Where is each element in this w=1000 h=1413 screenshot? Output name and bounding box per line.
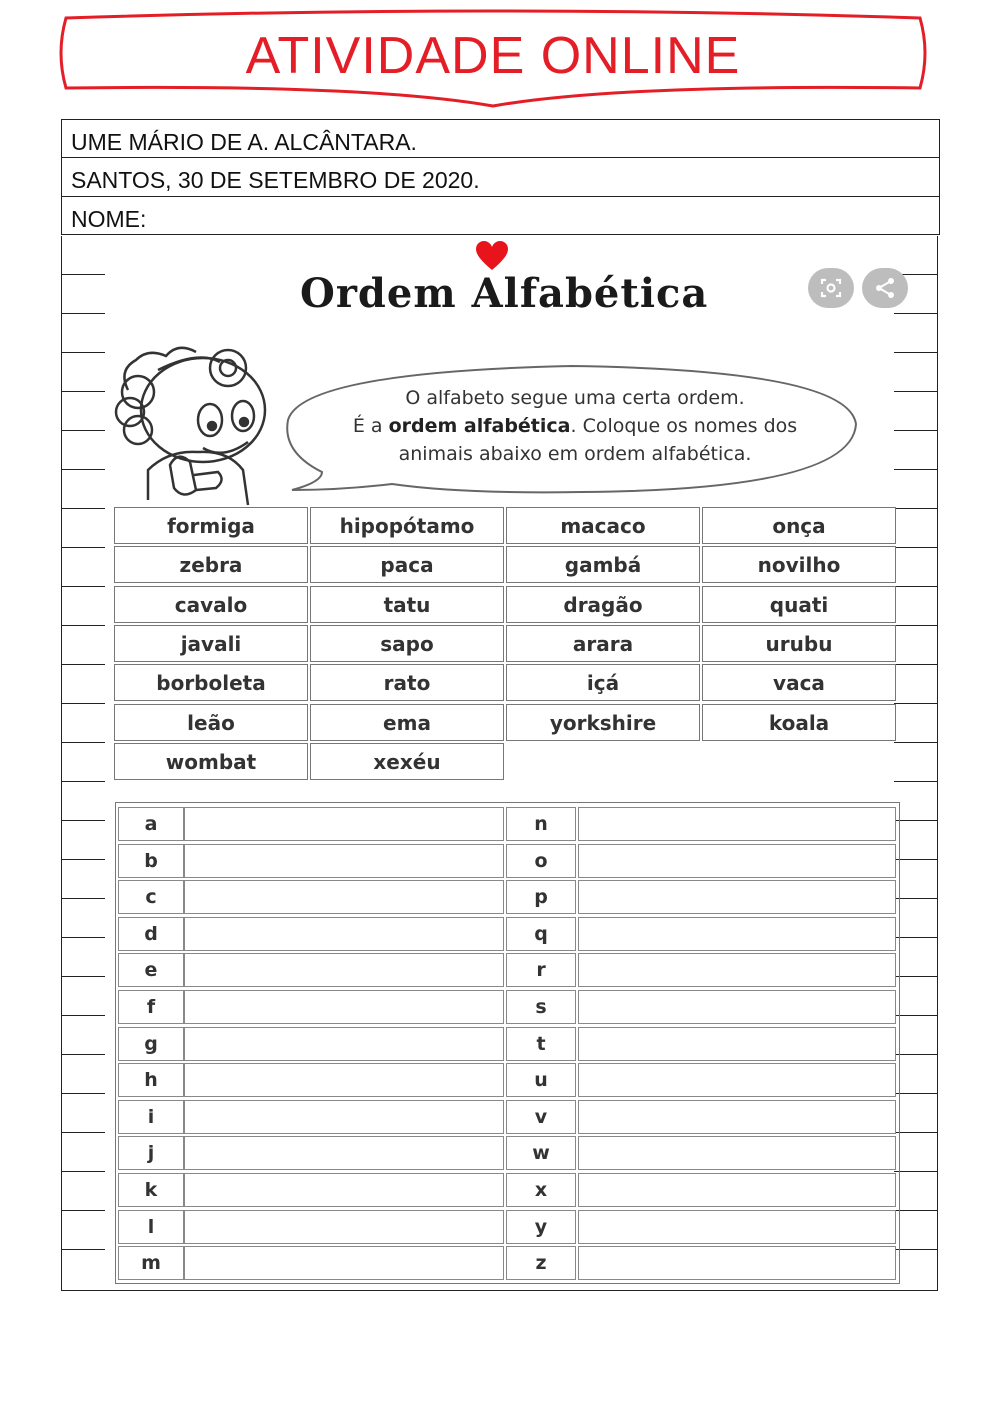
letter-row	[116, 1063, 899, 1100]
worksheet-title: Ordem Alfabética	[300, 270, 709, 317]
animal-cell: yorkshire	[506, 704, 700, 741]
letter-label: u	[506, 1063, 576, 1097]
margin-rule-line	[894, 898, 938, 899]
answer-field[interactable]	[578, 1210, 896, 1244]
margin-rule-line	[61, 1132, 105, 1133]
margin-rule-line	[894, 976, 938, 977]
animal-cell: javali	[114, 625, 308, 662]
doctor-illustration	[108, 330, 288, 510]
letter-label: v	[506, 1100, 576, 1134]
margin-rule-line	[894, 937, 938, 938]
answer-field[interactable]	[184, 880, 504, 914]
answer-field[interactable]	[184, 1173, 504, 1207]
letter-label: l	[118, 1210, 184, 1244]
animal-cell: formiga	[114, 507, 308, 544]
answer-field[interactable]	[578, 990, 896, 1024]
margin-rule-line	[61, 742, 105, 743]
animal-cell: sapo	[310, 625, 504, 662]
letter-label: t	[506, 1027, 576, 1061]
letter-row	[116, 880, 899, 917]
answer-field[interactable]	[578, 953, 896, 987]
margin-rule-line	[894, 1132, 938, 1133]
bubble-line-1: O alfabeto segue uma certa ordem.	[405, 387, 745, 409]
letter-label: k	[118, 1173, 184, 1207]
margin-rule-line	[894, 508, 938, 509]
letter-row	[116, 1136, 899, 1173]
margin-rule-line	[894, 781, 938, 782]
bubble-line-2: É a ordem alfabética. Coloque os nomes dos	[352, 415, 798, 437]
letter-label: s	[506, 990, 576, 1024]
margin-rule-line	[61, 859, 105, 860]
animal-cell: zebra	[114, 546, 308, 583]
margin-rule-line	[61, 820, 105, 821]
letter-label: w	[506, 1136, 576, 1170]
margin-rule-line	[894, 1093, 938, 1094]
answer-field[interactable]	[578, 1136, 896, 1170]
letter-label: z	[506, 1246, 576, 1280]
letter-row	[116, 1027, 899, 1064]
animal-cell: xexéu	[310, 743, 504, 780]
animal-cell: wombat	[114, 743, 308, 780]
animal-cell: koala	[702, 704, 896, 741]
letter-row	[116, 1173, 899, 1210]
animal-cell: arara	[506, 625, 700, 662]
letter-label: p	[506, 880, 576, 914]
answer-field[interactable]	[578, 917, 896, 951]
animal-cell: gambá	[506, 546, 700, 583]
margin-rule-line	[894, 1171, 938, 1172]
margin-rule-line	[61, 508, 105, 509]
letter-row	[116, 953, 899, 990]
letter-label: i	[118, 1100, 184, 1134]
letter-grid	[115, 802, 900, 1284]
margin-rule-line	[894, 820, 938, 821]
animal-cell: dragão	[506, 586, 700, 623]
margin-rule-line	[61, 1210, 105, 1211]
answer-field[interactable]	[184, 1246, 504, 1280]
margin-rule-line	[61, 976, 105, 977]
letter-label: q	[506, 917, 576, 951]
margin-rule-line	[61, 1171, 105, 1172]
answer-field[interactable]	[578, 1027, 896, 1061]
letter-label: m	[118, 1246, 184, 1280]
margin-rule-line	[894, 586, 938, 587]
letter-label: a	[118, 807, 184, 841]
answer-field[interactable]	[184, 953, 504, 987]
letter-row	[116, 844, 899, 881]
margin-rule-line	[894, 391, 938, 392]
banner-title: ATIVIDADE ONLINE	[245, 27, 741, 85]
letter-row	[116, 1100, 899, 1137]
animal-cell: ema	[310, 704, 504, 741]
animal-cell: rato	[310, 664, 504, 701]
letter-label: n	[506, 807, 576, 841]
animal-cell: içá	[506, 664, 700, 701]
share-button[interactable]	[862, 268, 908, 308]
answer-field[interactable]	[184, 844, 504, 878]
margin-rule-line	[894, 1249, 938, 1250]
letter-label: r	[506, 953, 576, 987]
bubble-line-3: animais abaixo em ordem alfabética.	[398, 443, 752, 465]
letter-row	[116, 1210, 899, 1247]
animal-cell: urubu	[702, 625, 896, 662]
margin-rule-line	[61, 469, 105, 470]
animal-cell: tatu	[310, 586, 504, 623]
letter-label: h	[118, 1063, 184, 1097]
margin-rule-line	[894, 1054, 938, 1055]
animal-cell: borboleta	[114, 664, 308, 701]
letter-label: c	[118, 880, 184, 914]
lens-icon	[819, 276, 843, 300]
margin-rule-line	[61, 937, 105, 938]
margin-rule-line	[894, 1015, 938, 1016]
margin-rule-line	[61, 781, 105, 782]
margin-rule-line	[61, 1054, 105, 1055]
answer-field[interactable]	[184, 990, 504, 1024]
letter-label: g	[118, 1027, 184, 1061]
answer-field[interactable]	[578, 1246, 896, 1280]
answer-field[interactable]	[578, 880, 896, 914]
margin-rule-line	[61, 1015, 105, 1016]
letter-label: d	[118, 917, 184, 951]
answer-field[interactable]	[184, 1027, 504, 1061]
answer-field[interactable]	[578, 1100, 896, 1134]
letter-label: e	[118, 953, 184, 987]
margin-rule-line	[894, 469, 938, 470]
margin-rule-line	[61, 391, 105, 392]
title-banner	[58, 8, 928, 108]
margin-rule-line	[894, 352, 938, 353]
margin-rule-line	[61, 547, 105, 548]
letter-label: y	[506, 1210, 576, 1244]
letter-label: x	[506, 1173, 576, 1207]
answer-field[interactable]	[184, 1210, 504, 1244]
margin-rule-line	[61, 1093, 105, 1094]
letter-row	[116, 1246, 899, 1283]
margin-rule-line	[894, 703, 938, 704]
answer-field[interactable]	[578, 1173, 896, 1207]
share-icon	[873, 276, 897, 300]
margin-rule-line	[61, 898, 105, 899]
margin-rule-line	[61, 1249, 105, 1250]
answer-field[interactable]	[184, 1136, 504, 1170]
margin-rule-line	[894, 430, 938, 431]
answer-field[interactable]	[578, 844, 896, 878]
animal-cell: leão	[114, 704, 308, 741]
margin-rule-line	[61, 313, 105, 314]
margin-rule-line	[61, 274, 105, 275]
heart-icon[interactable]	[475, 240, 509, 272]
school-name: UME MÁRIO DE A. ALCÂNTARA.	[62, 120, 939, 158]
margin-rule-line	[894, 625, 938, 626]
answer-field[interactable]	[184, 1063, 504, 1097]
margin-rule-line	[894, 547, 938, 548]
margin-rule-line	[61, 352, 105, 353]
letter-row	[116, 807, 899, 844]
animal-cell: vaca	[702, 664, 896, 701]
animal-cell: quati	[702, 586, 896, 623]
animal-cell: cavalo	[114, 586, 308, 623]
answer-field[interactable]	[578, 1063, 896, 1097]
name-field[interactable]: NOME:	[62, 197, 939, 235]
margin-rule-line	[61, 703, 105, 704]
margin-rule-line	[894, 664, 938, 665]
animal-cell: macaco	[506, 507, 700, 544]
bubble-text	[300, 384, 850, 468]
margin-rule-line	[61, 664, 105, 665]
lens-button[interactable]	[808, 268, 854, 308]
margin-rule-line	[894, 1210, 938, 1211]
margin-rule-line	[61, 430, 105, 431]
letter-label: j	[118, 1136, 184, 1170]
margin-rule-line	[894, 859, 938, 860]
letter-label: o	[506, 844, 576, 878]
answer-field[interactable]	[184, 1100, 504, 1134]
date-line: SANTOS, 30 DE SETEMBRO DE 2020.	[62, 158, 939, 197]
margin-rule-line	[61, 586, 105, 587]
answer-field[interactable]	[578, 807, 896, 841]
margin-rule-line	[61, 625, 105, 626]
letter-row	[116, 990, 899, 1027]
letter-label: b	[118, 844, 184, 878]
margin-rule-line	[894, 742, 938, 743]
letter-row	[116, 917, 899, 954]
animal-cell: paca	[310, 546, 504, 583]
answer-field[interactable]	[184, 917, 504, 951]
margin-rule-line	[894, 313, 938, 314]
animal-cell: novilho	[702, 546, 896, 583]
animal-cell: hipopótamo	[310, 507, 504, 544]
answer-field[interactable]	[184, 807, 504, 841]
header-info-table	[61, 119, 940, 235]
animal-cell: onça	[702, 507, 896, 544]
letter-label: f	[118, 990, 184, 1024]
